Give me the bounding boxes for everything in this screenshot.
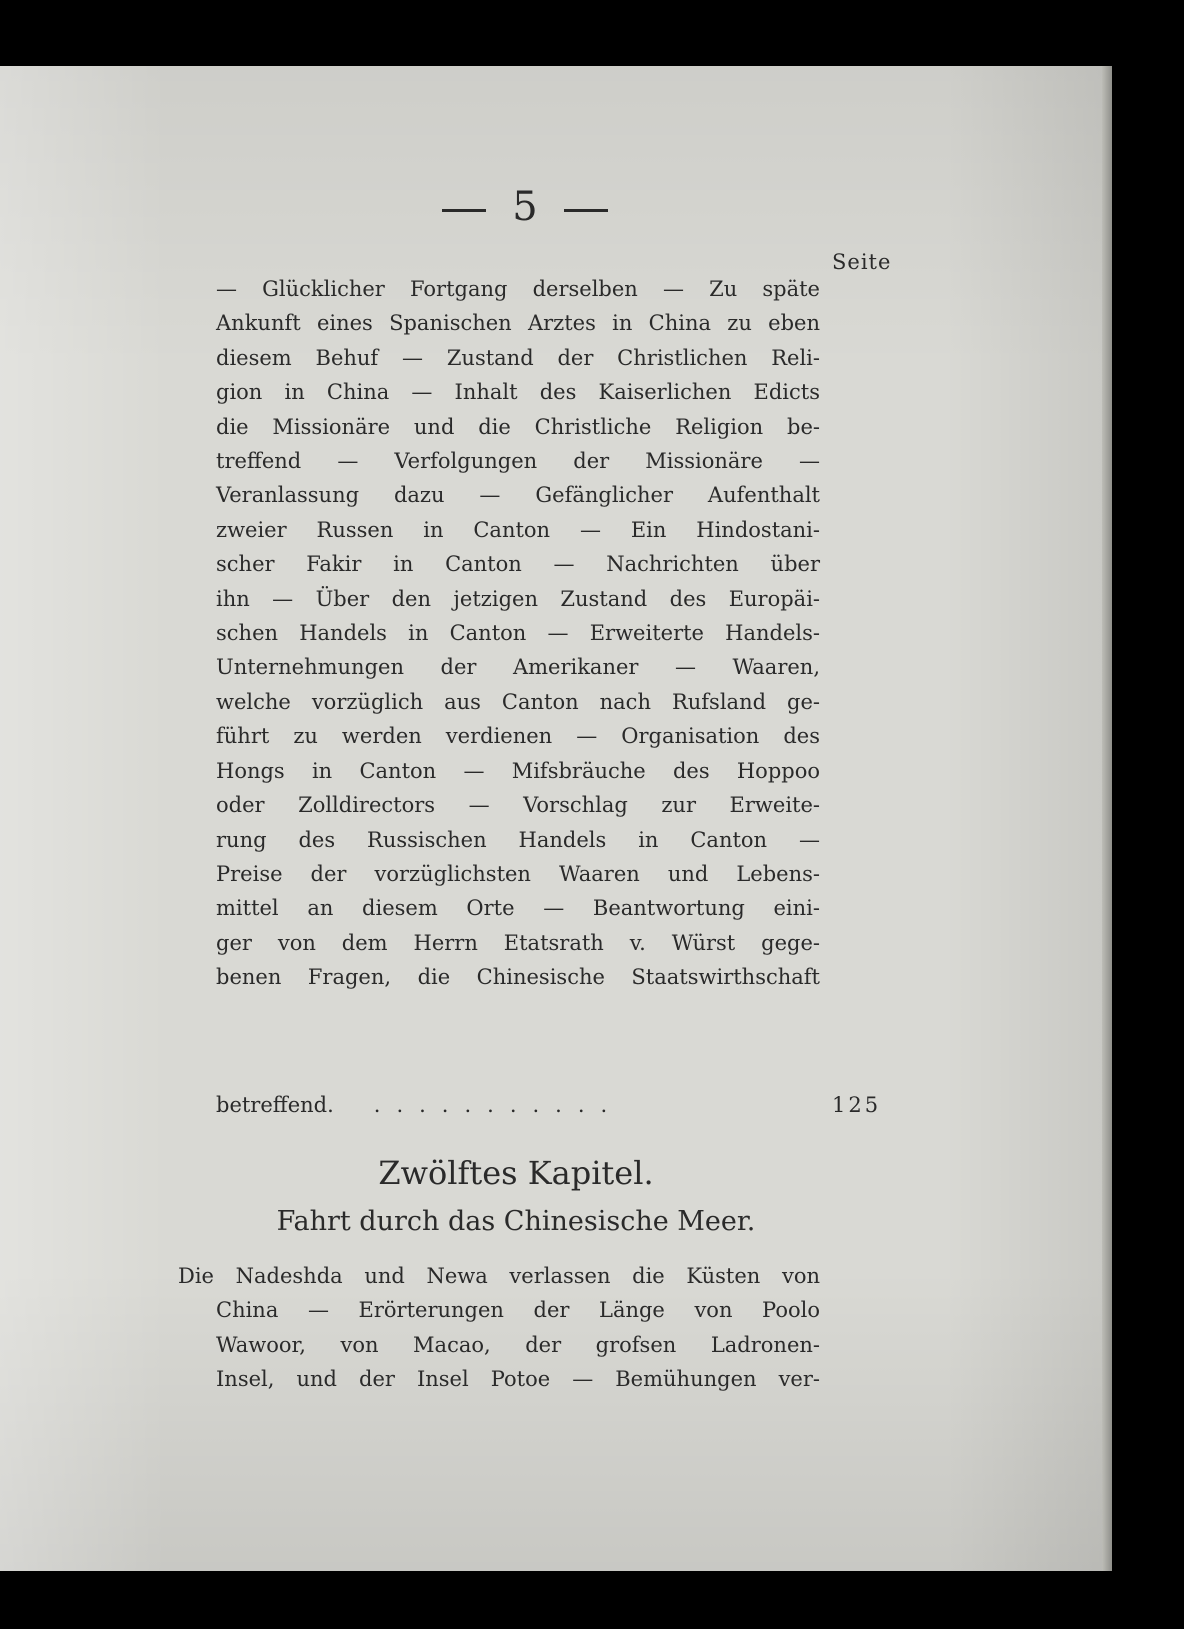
text-line: Unternehmungen der Amerikaner — Waaren, — [216, 655, 820, 680]
text-line: schen Handels in Canton — Erweiterte Handels- — [216, 621, 820, 646]
page-number: 5 — [512, 184, 538, 230]
toc-entry-text — [216, 272, 820, 995]
page-edge — [1102, 66, 1112, 1571]
page-number-header — [0, 184, 1050, 230]
text-line: Wawoor, von Macao, der grofsen Ladronen- — [216, 1332, 820, 1357]
text-line: China — Erörterungen der Länge von Poolo — [216, 1298, 820, 1323]
header-dash-right — [564, 209, 608, 212]
text-line: Veranlassung dazu — Gefänglicher Aufenthalt — [216, 483, 820, 508]
text-line: scher Fakir in Canton — Nachrichten über — [216, 552, 820, 577]
text-line: Hongs in Canton — Mifsbräuche des Hoppoo — [216, 758, 820, 783]
text-line: mittel an diesem Orte — Beantwortung eini- — [216, 896, 820, 921]
book-page — [0, 66, 1112, 1571]
text-line: treffend — Verfolgungen der Missionäre — — [216, 449, 820, 474]
text-line: — Glücklicher Fortgang derselben — Zu späte — [216, 277, 820, 301]
dot-leader: ........... — [373, 1093, 624, 1117]
chapter-subtitle: Fahrt durch das Chinesische Meer. — [276, 1206, 756, 1237]
text-line: die Missionäre und die Christliche Religion be- — [216, 414, 820, 439]
toc-page-reference: 125 — [832, 1093, 882, 1117]
text-line: zweier Russen in Canton — Ein Hindostani- — [216, 517, 820, 542]
text-line: Ankunft eines Spanischen Arztes in China zu eben — [216, 311, 820, 336]
chapter-heading: Zwölftes Kapitel. — [378, 1154, 654, 1192]
text-line: diesem Behuf — Zustand der Christlichen Reli- — [216, 345, 820, 370]
text-line: ihn — Über den jetzigen Zustand des Europäi- — [216, 586, 820, 611]
text-line: führt zu werden verdienen — Organisation des — [216, 724, 820, 749]
last-line-text: betreffend. — [216, 1093, 334, 1117]
header-dash-left — [442, 209, 486, 212]
text-line: oder Zolldirectors — Vorschlag zur Erweite- — [216, 793, 820, 818]
text-line: gion in China — Inhalt des Kaiserlichen Edicts — [216, 380, 820, 405]
seite-column-label: Seite — [832, 250, 892, 274]
toc-entry-last-line — [216, 1088, 886, 1122]
text-line: Die Nadeshda und Newa verlassen die Küsten von — [178, 1264, 820, 1288]
text-line: Preise der vorzüglichsten Waaren und Lebens- — [216, 861, 820, 886]
text-line: ger von dem Herrn Etatsrath v. Würst gege- — [216, 930, 820, 955]
text-line: benen Fragen, die Chinesische Staatswirthschaft — [216, 965, 820, 990]
text-line: welche vorzüglich aus Canton nach Rufsland ge- — [216, 689, 820, 714]
text-line: rung des Russischen Handels in Canton — — [216, 827, 820, 852]
text-line: Insel, und der Insel Potoe — Bemühungen ver- — [216, 1367, 820, 1392]
chapter-summary-text — [178, 1259, 820, 1397]
